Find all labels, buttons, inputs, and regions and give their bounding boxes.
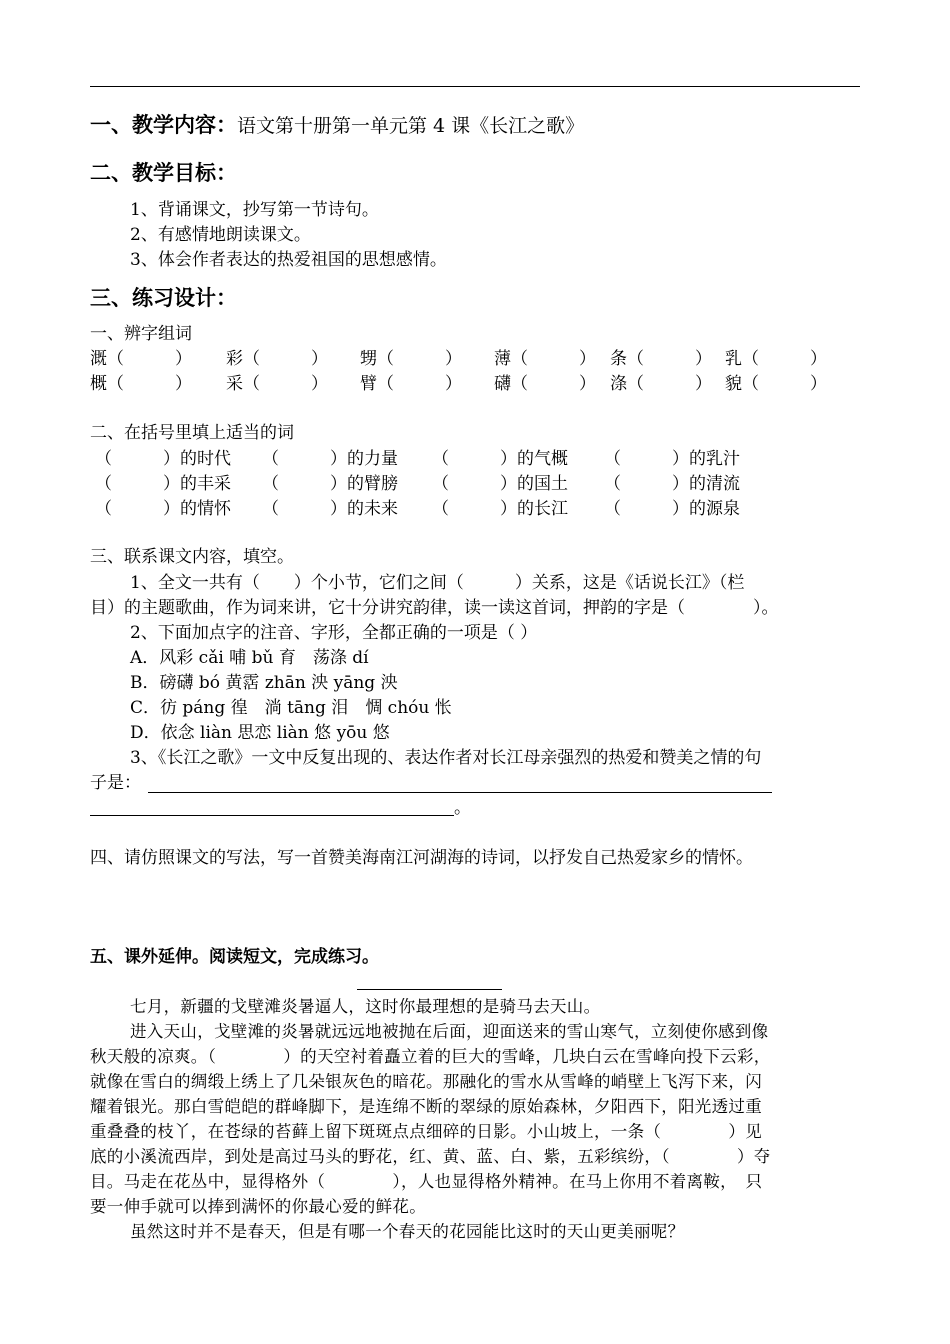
char-word-cell[interactable]: 采（ ） <box>226 374 328 394</box>
char-word-cell[interactable]: 貌（ ） <box>725 374 827 394</box>
section-teaching-content <box>90 114 584 137</box>
question-1-line-1: 1、全文一共有（ ）个小节，它们之间（ ）关系，这是《话说长江》（栏 <box>130 573 745 593</box>
fill-word-cell[interactable]: （ ）的丰采 <box>95 474 231 494</box>
fill-word-cell[interactable]: （ ）的时代 <box>95 449 231 469</box>
char-word-cell[interactable]: 概（ ） <box>90 374 192 394</box>
option-b[interactable]: B．磅礴 bó 黄霑 zhān 泱 yāng 泱 <box>130 673 398 693</box>
section-text: 语文第十册第一单元第 4 课《长江之歌》 <box>237 115 585 137</box>
char-word-cell[interactable]: 礴（ ） <box>494 374 596 394</box>
story-line: 目。马走在花丛中，显得格外（ ），人也显得格外精神。在马上你用不着离鞍， 只 <box>90 1172 763 1191</box>
story-line: 秋天般的凉爽。（ ）的天空衬着矗立着的巨大的雪峰，几块白云在雪峰向投下云彩， <box>90 1047 771 1066</box>
goal-item: 1、背诵课文，抄写第一节诗句。 <box>130 200 379 220</box>
char-word-cell[interactable]: 溉（ ） <box>90 349 192 369</box>
fill-word-cell[interactable]: （ ）的气概 <box>432 449 568 469</box>
answer-period: 。 <box>454 798 471 818</box>
fill-word-cell[interactable]: （ ）的源泉 <box>604 499 740 519</box>
story-title-blank[interactable] <box>357 989 502 990</box>
char-word-cell[interactable]: 甥（ ） <box>360 349 462 369</box>
option-c[interactable]: C．彷 páng 徨 淌 tāng 泪 惆 chóu 怅 <box>130 698 452 718</box>
fill-word-cell[interactable]: （ ）的情怀 <box>95 499 231 519</box>
fill-word-cell[interactable]: （ ）的臂膀 <box>262 474 398 494</box>
exercise-2-title: 二、在括号里填上适当的词 <box>90 423 294 443</box>
answer-line[interactable] <box>90 815 454 816</box>
question-2: 2、下面加点字的注音、字形，全都正确的一项是（ ） <box>130 623 538 643</box>
char-word-cell[interactable]: 涤（ ） <box>610 374 712 394</box>
story-line: 七月，新疆的戈壁滩炎暑逼人，这时你最理想的是骑马去天山。 <box>130 997 601 1016</box>
section-teaching-goals: 二、教学目标： <box>90 161 237 185</box>
story-line: 底的小溪流西岸，到处是高过马头的野花，红、黄、蓝、白、紫，五彩缤纷，（ ）夺 <box>90 1147 771 1166</box>
fill-word-cell[interactable]: （ ）的力量 <box>262 449 398 469</box>
question-3-line-2: 子是： <box>90 773 141 793</box>
exercise-4: 四、请仿照课文的写法，写一首赞美海南江河湖海的诗词，以抒发自己热爱家乡的情怀。 <box>90 848 753 868</box>
story-line: 进入天山，戈壁滩的炎暑就远远地被抛在后面，迎面送来的雪山寒气，立刻使你感到像 <box>130 1022 769 1041</box>
goal-item: 3、体会作者表达的热爱祖国的思想感情。 <box>130 250 447 270</box>
story-line: 虽然这时并不是春天，但是有哪一个春天的花园能比这时的天山更美丽呢？ <box>130 1222 685 1241</box>
section-label: 一、教学内容： <box>90 113 237 137</box>
question-3-line-1: 3、《长江之歌》一文中反复出现的、表达作者对长江母亲强烈的热爱和赞美之情的句 <box>130 748 762 768</box>
goal-item: 2、有感情地朗读课文。 <box>130 225 311 245</box>
answer-line[interactable] <box>148 792 772 793</box>
char-word-cell[interactable]: 薄（ ） <box>494 349 596 369</box>
char-word-cell[interactable]: 臂（ ） <box>360 374 462 394</box>
header-rule <box>90 86 860 87</box>
exercise-3-title: 三、联系课文内容，填空。 <box>90 547 294 567</box>
story-line: 要一伸手就可以捧到满怀的你最心爱的鲜花。 <box>90 1197 426 1216</box>
fill-word-cell[interactable]: （ ）的未来 <box>262 499 398 519</box>
fill-word-cell[interactable]: （ ）的国土 <box>432 474 568 494</box>
section-exercise-design: 三、练习设计： <box>90 286 237 310</box>
option-d[interactable]: D．依念 liàn 思恋 liàn 悠 yōu 悠 <box>130 723 390 743</box>
exercise-1-title: 一、辨字组词 <box>90 324 192 344</box>
fill-word-cell[interactable]: （ ）的清流 <box>604 474 740 494</box>
char-word-cell[interactable]: 乳（ ） <box>725 349 827 369</box>
exercise-5-title: 五、课外延伸。阅读短文，完成练习。 <box>90 947 379 967</box>
char-word-cell[interactable]: 条（ ） <box>610 349 712 369</box>
story-line: 重叠叠的枝丫，在苍绿的苔藓上留下斑斑点点细碎的日影。小山坡上，一条（ ）见 <box>90 1122 762 1141</box>
story-line: 耀着银光。那白雪皑皑的群峰脚下，是连绵不断的翠绿的原始森林，夕阳西下，阳光透过重 <box>90 1097 762 1116</box>
story-line: 就像在雪白的绸缎上绣上了几朵银灰色的暗花。那融化的雪水从雪峰的峭壁上飞泻下来，闪 <box>90 1072 762 1091</box>
char-word-cell[interactable]: 彩（ ） <box>226 349 328 369</box>
fill-word-cell[interactable]: （ ）的长江 <box>432 499 568 519</box>
option-a[interactable]: A．风彩 cǎi 哺 bǔ 育 荡涤 dí <box>130 648 369 668</box>
fill-word-cell[interactable]: （ ）的乳汁 <box>604 449 740 469</box>
question-1-line-2: 目）的主题歌曲，作为词来讲，它十分讲究韵律，读一读这首词，押韵的字是（ ）。 <box>90 598 779 618</box>
